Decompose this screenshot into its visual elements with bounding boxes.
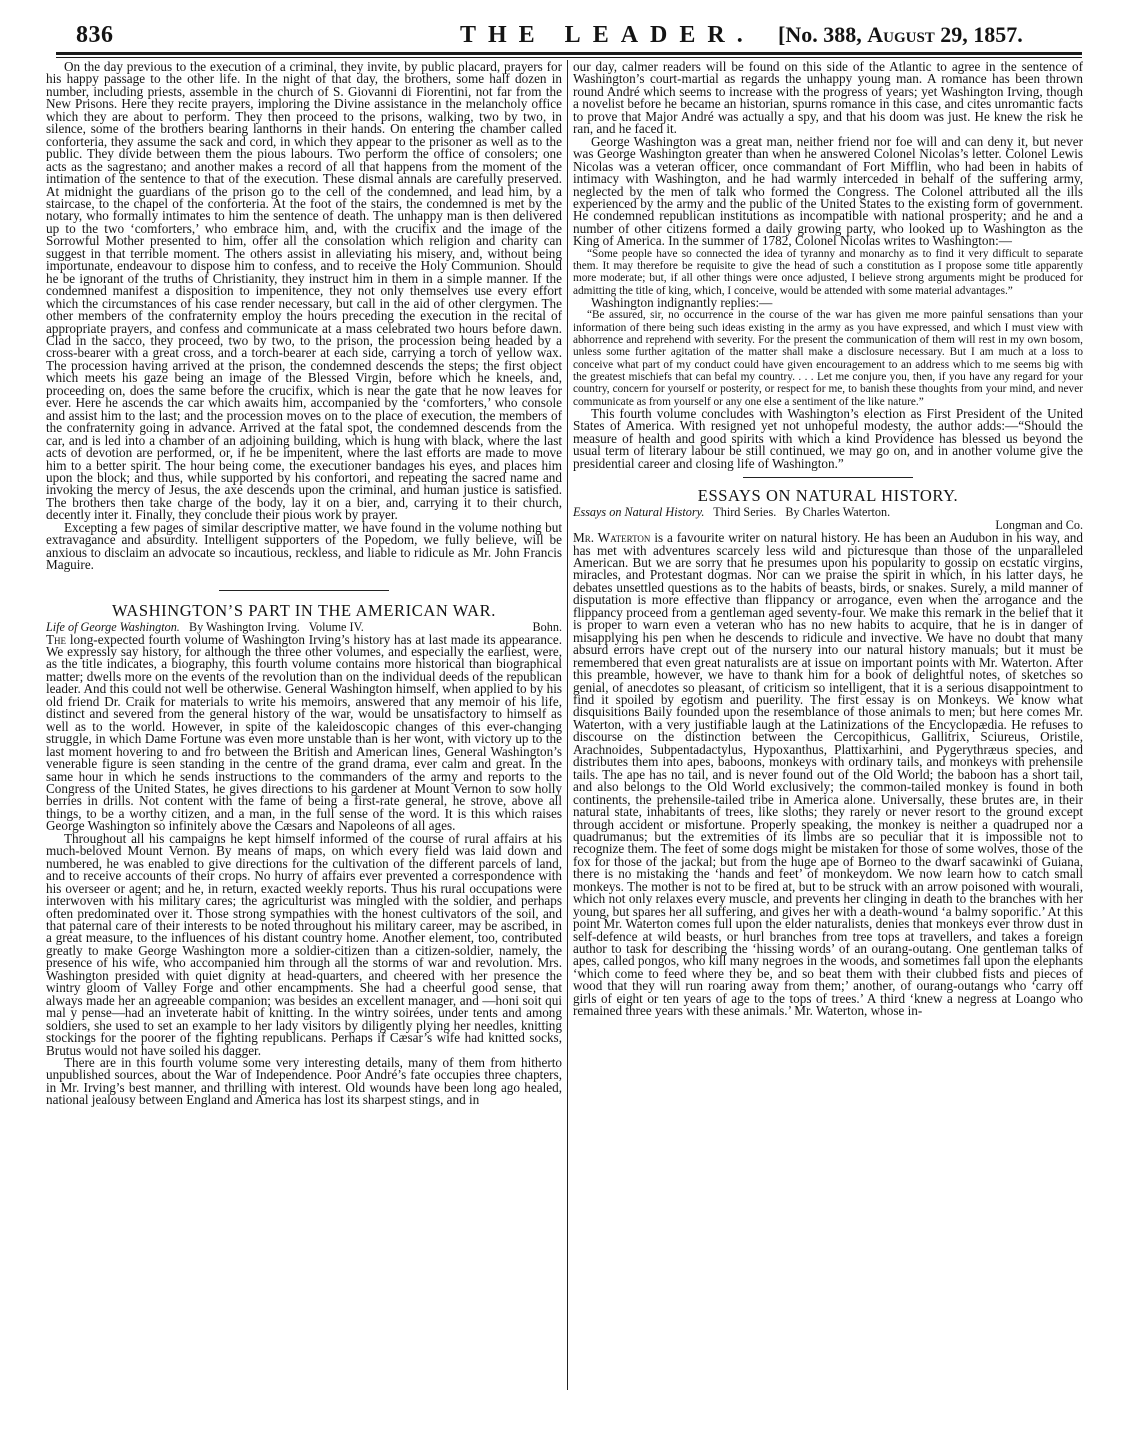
column-divider (567, 60, 568, 1390)
article-paragraph: On the day previous to the execution of a criminal, they invite, by public placard, prayers for his happy passage to the other life. In the night of that day, the brothers, some half dozen in number, including priests, assemble in the church of S. Giovanni di Fiorentini, not far from the New Prisons. Here they recite prayers, imploring the Divine assistance in the melancholy office which they are about to perform. They then proceed to the prisons, walking, two by two, in silence, some of the brothers bearing lanthorns in their hands. On entering the chamber called conforteria, they assume the sack and cord, in which they appear to the prisoner as well as to the public. They divide between them the pious labours. Two perform the office of consolers; one acts as the sagrestano; and another makes a record of all that happens from the moment of the intimation of the sentence to that of the execution. These dismal annals are carefully preserved. At midnight the guardians of the prison go to the cell of the condemned, and lead him, by a staircase, to the chapel of the conforteria. At the foot of the stairs, the condemned is met by the notary, who formally intimates to him the sentence of death. The unhappy man is then delivered up to the two ‘comforters,’ who embrace him, and, with the crucifix and the image of the Sorrowful Mother presented to him, offer all the consolation which religion and charity can suggest in that terrible moment. The others assist in alleviating his misery, and, without being importunate, endeavour to dispose him to confess, and to receive the Holy Communion. Should he be ignorant of the truths of Christianity, they instruct him in them in a simple manner. If the condemned manifest a disposition to impenitence, they not only themselves use every effort which the circumstances of his case render necessary, but call in the aid of other clergymen. The other members of the confraternity employ the hours preceding the execution in the recital of appropriate prayers, and confess and communicate at a mass celebrated two hours before dawn. Clad in the sacco, they proceed, two by two, to the prison, the procession being headed by a cross-bearer with a great cross, and a torch-bearer at each side, carrying a torch of yellow wax. The procession having arrived at the prison, the condemned descends the steps; the first object which meets his gaze being an image of the Blessed Virgin, before which he kneels, and, proceeding on, does the same before the crucifix, which is near the gate that he now leaves for ever. Here he ascends the car which awaits him, accompanied by the ‘comforters,’ who console and assist him to the last; and the procession moves on to the place of execution, the members of the confraternity going in advance. Arrived at the fatal spot, the condemned descends from the car, and is led into a chamber of an adjoining building, which is hung with black, where the last acts of devotion are performed, or, if he be impenitent, where the last efforts are made to move him to a better spirit. The hour being come, the executioner bandages his eyes, and places him upon the block; and thus, while supported by his confortori, and repeating the sacred name and invoking the mercy of Jesus, the axe descends upon the criminal, and human justice is satisfied. The brothers then take charge of the body, lay it on a bier, and, carrying it to their church, decently inter it. Finally, they conclude their pious work by prayer. (46, 59, 562, 523)
issue-number: [No. 388, (778, 22, 868, 47)
article-paragraph: George Washington was a great man, neither friend nor foe will and can deny it, but never was George Washington greater than when he answered Colonel Nicolas’s letter. Colonel Lewis Nicolas was a veteran officer, once commandant of Fort Mifflin, who had been in habits of intimacy with Washington, and he had warmly interceded in behalf of the suffering army, neglected by the men of talk who formed the Congress. The Colonel attributed all the ills experienced by the army and the public of the United States to the existing form of government. He condemned republican institutions as incompatible with national prosperity; and he and a number of other citizens formed a daily growing party, who looked up to Washington as the King of America. In the summer of 1782, Colonel Nicolas writes to Washington:— (573, 133, 1083, 249)
paragraph-text: is a favourite writer on natural history. He has been an Audubon in his way, and has met with adventures scarcely less wild and picturesque than those of the unparalleled American. But we are sorry that he presumes upon his popularity to gossip on ecstatic virgins, miracles, and Protestant dogmas. Nor can we praise the spirit in which, in his latter days, he debates unsettled questions as to the habits of beasts, birds, or snakes. Surely, a mild manner of disputation is more effective than flippancy or arrogance, even when the arrogance and the flippancy proceed from a gentleman aged seventy-four. We make this remark in the belief that it is proper to warn even a veteran who has no new habits to acquire, that he is in danger of misapplying his pen when he descends to ridicule and invective. We have no doubt that many absurd errors have crept out of the nursery into our natural history manuals; but it must be remembered that even great naturalists are at issue on important points with Mr. Waterton. After this preamble, however, we have to thank him for a book of delightful notes, of sketches so genial, of anecdotes so pleasant, of criticism so intelligent, that it is a serious disappointment to find it spoiled by egotism and puerility. The first essay is on Monkeys. We know what disquisitions Baily founded upon the resemblance of those animals to men; but here comes Mr. Waterton, with a very justifiable laugh at the Latinizations of the Encyclopædia. He refuses to discourse on the distinction between the Cercopithicus, Gallitrix, Sciureus, Oristile, Arachnoides, Subpentadactylus, Hypoxanthus, Plattixarhini, and Pygerythræus species, and distributes them into apes, baboons, monkeys with ordinary tails, and monkeys with prehensile tails. The ape has no tail, and is never found out of the Old World; the baboon has a short tail, and also belongs to the Old World exclusively; the common-tailed monkey is found in both continents, the prehensile-tailed tribe in America alone. Universally, these brutes are, in their natural state, inhabitants of trees, like sloths; they rarely or never resort to the ground except through accident or misfortune. Properly speaking, the monkey is neither a quadruped nor a quadrumanus; but the extremities of its limbs are so peculiar that it is impossible not to recognize them. The feet of some dogs might be mistaken for those of some wolves, those of the fox for those of the jackal; but from the huge ape of Borneo to the dwarf sacawinki of Guiana, there is no mistaking the ‘hands and feet’ of monkeydom. We now learn how to catch small monkeys. The mother is not to be fired at, but to be struck with an arrow poisoned with wourali, which not only relaxes every muscle, and prevents her clinging in death to the branches with her young, but spares her all suffering, and gives her with a death-wound ‘a balmy soporific.’ At this point Mr. Waterton comes full upon the elder naturalists, denies that monkeys ever throw dust in self-defence at wild beasts, or hurl branches from tree tops at travellers, and takes a foreign author to task for describing the ‘hissing words’ of an ourang-outang. One gentleman talks of apes, called pongos, who kill many negroes in the woods, and sometimes fall upon the elephants ‘which come to feed where they be, and so beat them with their clubbed fists and pieces of wood that they will run roaring away from them;’ another, of ourang-outangs who ‘carry off girls of eight or ten years of age to the tops of trees.’ A third ‘knew a negress at Loango who remained three years with these animals.’ Mr. Waterton, whose in- (573, 530, 1083, 1019)
article-paragraph (573, 532, 1083, 1018)
page-number: 836 (76, 22, 114, 48)
masthead-rule-thick (56, 52, 1082, 55)
article-heading-natural-history: ESSAYS ON NATURAL HISTORY. (697, 486, 959, 506)
section-divider (743, 477, 913, 478)
paragraph-text: long-expected fourth volume of Washington Irving’s history has at last made its appearance. We expressly say history, for although the three other volumes, and especially the earliest, were, as the title indicates, a biography, this fourth volume contains more historical than biographical matter; dwells more on the events of the revolution than on the individual deeds of the republican leader. And this could not well be otherwise. General Washington himself, when applied to by his old friend Dr. Craik for materials to write his memoirs, answered that any memoir of his life, distinct and severed from the general history of the war, would be unsatisfactory to himself as well as to the world. However, in spite of the kaleidoscopic changes of this ever-changing struggle, in which Dame Fortune was even more unstable than is her wont, with victory up to the last moment hovering to and fro between the British and American lines, General Washington’s venerable figure is seen standing in the centre of the grand drama, ever calm and great. In the same hour in which he sends instructions to the commanders of the army and reports to the Congress of the United States, he gives directions to his gardener at Mount Vernon to sow holly berries in drills. Not content with the fame of being a first-rate general, he strove, above all things, to be a worthy citizen, and a man, in the full sense of the word. It is this which raises George Washington so infinitely above the Cæsars and Napoleons of all ages. (46, 631, 562, 834)
book-title: Essays on Natural History. (573, 505, 705, 520)
lead-word: The (46, 631, 67, 647)
article-paragraph: Throughout all his campaigns he kept himself informed of the course of rural affairs at his much-beloved Mount Vernon. By means of maps, on which every field was laid down and numbered, he was enabled to give directions for the cultivation of the different parcels of land, and to receive accounts of their crops. No hurry of affairs ever prevented a correspondence with his overseer or agent; and he, in return, exacted weekly reports. Thus his rural occupations were interwoven with his military cares; the agriculturist was mingled with the soldier, and perhaps often predominated over it. Those strong sympathies with the honest cultivators of the soil, and that paternal care of their interests to be noted throughout his military career, may be ascribed, in a great measure, to the influences of his distant country home. Another element, too, contributed greatly to make George Washington more a soldier-citizen than a citizen-soldier, namely, the presence of his wife, who accompanied him through all the storms of war and revolution. Mrs. Washington presided with quiet dignity at head-quarters, and cheered with her presence the wintry gloom of Valley Forge and other encampments. She had a cheerful good sense, that always made her an agreeable companion; was besides an excellent manager, and —honi soit qui mal y pense—had an inveterate habit of knitting. In the wintry soirées, under tents and among soldiers, she used to set an example to her lady visitors by diligently plying her needles, knitting stockings for the poorer of the fighting republicans. Perhaps if Cæsar’s wife had knitted socks, Brutus would not have soiled his dagger. (46, 830, 562, 1058)
article-paragraph: our day, calmer readers will be found on this side of the Atlantic to agree in the sentence of Washington’s court-martial as regards the unhappy young man. A romance has been thrown round André which seems to increase with the progress of years; yet Washington Irving, though a novelist before he became an historian, spurns romance in this case, and cites unromantic facts to prove that Major André was actually a spy, and that his doom was just. He knew the risk he ran, and he faced it. (573, 59, 1083, 137)
article-heading-washington: WASHINGTON’S PART IN THE AMERICAN WAR. (112, 600, 496, 620)
article-paragraph (46, 631, 562, 834)
article-paragraph: Excepting a few pages of similar descriptive matter, we have found in the volume nothing but extravagance and absurdity. Intelligent supporters of the Popedom, we fully believe, will be anxious to disclaim an advocate so incautious, reckless, and liable to ridicule as Mr. John Francis Maguire. (46, 519, 562, 573)
book-publisher: Longman and Co. (995, 518, 1083, 533)
lead-words: Mr. Waterton (573, 530, 651, 546)
right-column (573, 61, 1083, 1018)
article-paragraph: There are in this fourth volume some very interesting details, many of them from hitherto unpublished sources, about the War of Independence. Poor André’s fate occupies three chapters, in Mr. Irving’s best manner, and thrilling with interest. Old wounds have been long ago healed, national jealousy between England and America has lost its sharpest stings, and in (46, 1054, 562, 1108)
newspaper-title: THE LEADER. (460, 22, 755, 48)
masthead-rule-thin (56, 57, 1082, 58)
article-paragraph: Washington indignantly replies:— (591, 294, 773, 310)
article-paragraph: This fourth volume concludes with Washington’s election as First President of the United States of America. With resigned yet not unhopeful modesty, the author adds:—“Should the measure of health and good spirits with which a kind Providence has blessed us beyond the usual term of literary labour be still continued, we may go on, and in another volume give the presidential career and closing life of Washington.” (573, 405, 1083, 471)
book-series: Third Series. (713, 505, 777, 520)
book-volume: Volume IV. (308, 619, 364, 634)
book-author: By Washington Irving. (188, 619, 300, 634)
issue-info (778, 22, 1023, 48)
book-publisher: Bohn. (532, 619, 562, 634)
issue-date: August 29, 1857. (867, 22, 1023, 47)
section-divider (219, 590, 389, 591)
quoted-letter-washington: “Be assured, sir, no occurrence in the course of the war has given me more painful sensations than your information of there being such ideas existing in the army as you have expressed, and which I must view with abhorrence and reprehend with severity. For the present the communication of them will rest in my own bosom, unless some further agitation of the matter shall make a disclosure necessary. But I am much at a loss to conceive what part of my conduct could have given encouragement to an address which to me seems big with the greatest mischiefs that can befal my country. . . . Let me conjure you, then, if you have any regard for your country, concern for yourself or posterity, or respect for me, to banish these thoughts from your mind, and never communicate as from yourself or any one else a sentiment of the like nature.” (573, 309, 1083, 408)
masthead (40, 14, 1100, 54)
book-title: Life of George Washington. (46, 619, 180, 634)
book-author: By Charles Waterton. (785, 505, 891, 520)
left-column (46, 61, 562, 1107)
quoted-letter-nicolas: “Some people have so connected the idea of tyranny and monarchy as to find it very difficult to separate them. It may therefore be requisite to give the head of such a constitution as I propose some title apparently more moderate; but, if all other things were once adjusted, I believe strong arguments might be produced for admitting the title of king, which, I conceive, would be attended with some material advantages.” (573, 247, 1083, 297)
